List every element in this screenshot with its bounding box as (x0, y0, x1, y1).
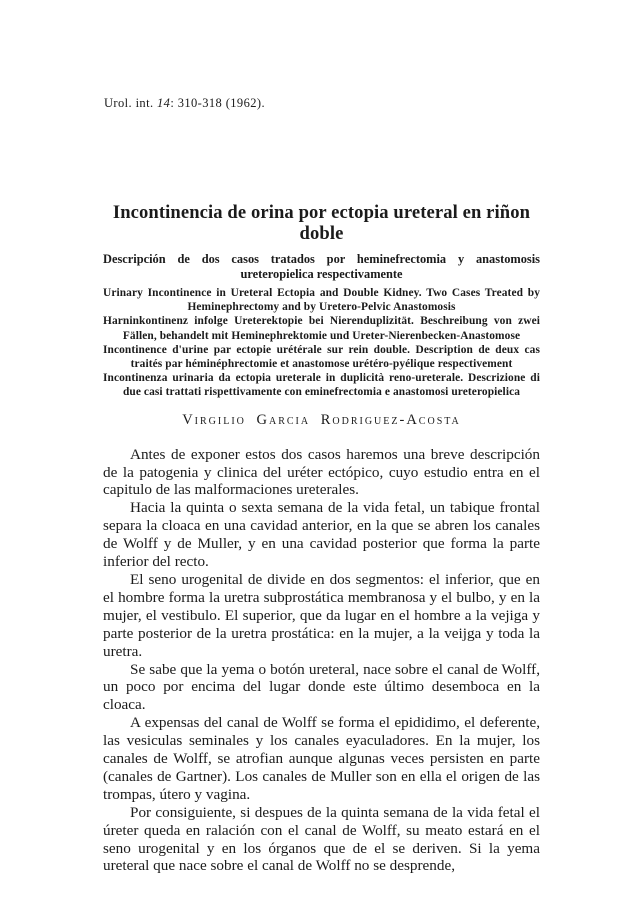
article-title: Incontinencia de orina por ectopia ureteral en riñon doble (112, 202, 531, 244)
author-name: Virgilio Garcia Rodriguez-Acosta (182, 411, 461, 428)
abstract-german: Harninkontinenz infolge Ureterektopie bei Nierenduplizität. Beschreibung von zwei Fällen, behandelt mit Heminephrektomie und Ureter-Nierenbecken-Anastomose (103, 315, 540, 342)
journal-reference-pages: : 310-318 (1962). (170, 96, 265, 110)
subtitle-spanish: Descripción de dos casos tratados por heminefrectomia y anastomosis ureteropielica respectivamente (103, 252, 540, 281)
body-paragraph-5: A expensas del canal de Wolff se forma el epididimo, el deferente, las vesiculas seminales y los canales eyaculadores. En la mujer, los canales de Wolff, se atrofian aunque algunas veces persisten en parte (canales de Gartner). Los canales de Muller son en ella el origen de las trompas, útero y vagina. (103, 714, 540, 803)
body-paragraph-6: Por consiguiente, si despues de la quinta semana de la vida fetal el úreter queda en ralación con el canal de Wolff, su meato estará en el seno urogenital y en los órganos que de el se deriven. Si la yema ureteral que nace sobre el canal de Wolff no se desprende, (103, 803, 540, 875)
article-body (103, 446, 540, 876)
body-paragraph-1: Antes de exponer estos dos casos haremos una breve descripción de la patogenia y clinica del uréter ectópico, cuyo estudio entra en el capitulo de las malformaciones ureterales. (103, 445, 540, 499)
body-paragraph-3: El seno urogenital de divide en dos segmentos: el inferior, que en el hombre forma la uretra subprostática membranosa y el bulbo, y en la mujer, el vestibulo. El superior, que da lugar en el hombre a la vejiga y parte posterior de la uretra prostática: en la mujer, a la veijga y toda la uretra. (103, 570, 540, 660)
abstract-italian: Incontinenza urinaria da ectopia ureterale in duplicità reno-ureterale. Descrizione di due casi trattati rispettivamente con eminefrectomia e anastomosi ureteropielica (103, 372, 540, 399)
abstract-english: Urinary Incontinence in Ureteral Ectopia and Double Kidney. Two Cases Treated by Heminephrectomy and by Uretero-Pelvic Anastomosis (103, 287, 540, 314)
abstract-french: Incontinence d'urine par ectopie urétérale sur rein double. Description de deux cas traités par héminéphrectomie et anastomose urétéro-pyélique respectivement (103, 343, 540, 371)
journal-reference-volume: 14 (157, 96, 171, 110)
article-content (103, 202, 540, 875)
journal-reference (104, 96, 265, 111)
body-paragraph-2: Hacia la quinta o sexta semana de la vida fetal, un tabique frontal separa la cloaca en una cavidad anterior, en la que se abren los canales de Wolff y de Muller, y en una cavidad posterior que forma la parte inferior del recto. (103, 499, 540, 571)
journal-reference-prefix: Urol. int. (104, 96, 158, 110)
body-paragraph-4: Se sabe que la yema o botón ureteral, nace sobre el canal de Wolff, un poco por encima del lugar donde este último desemboca en la cloaca. (103, 660, 540, 714)
